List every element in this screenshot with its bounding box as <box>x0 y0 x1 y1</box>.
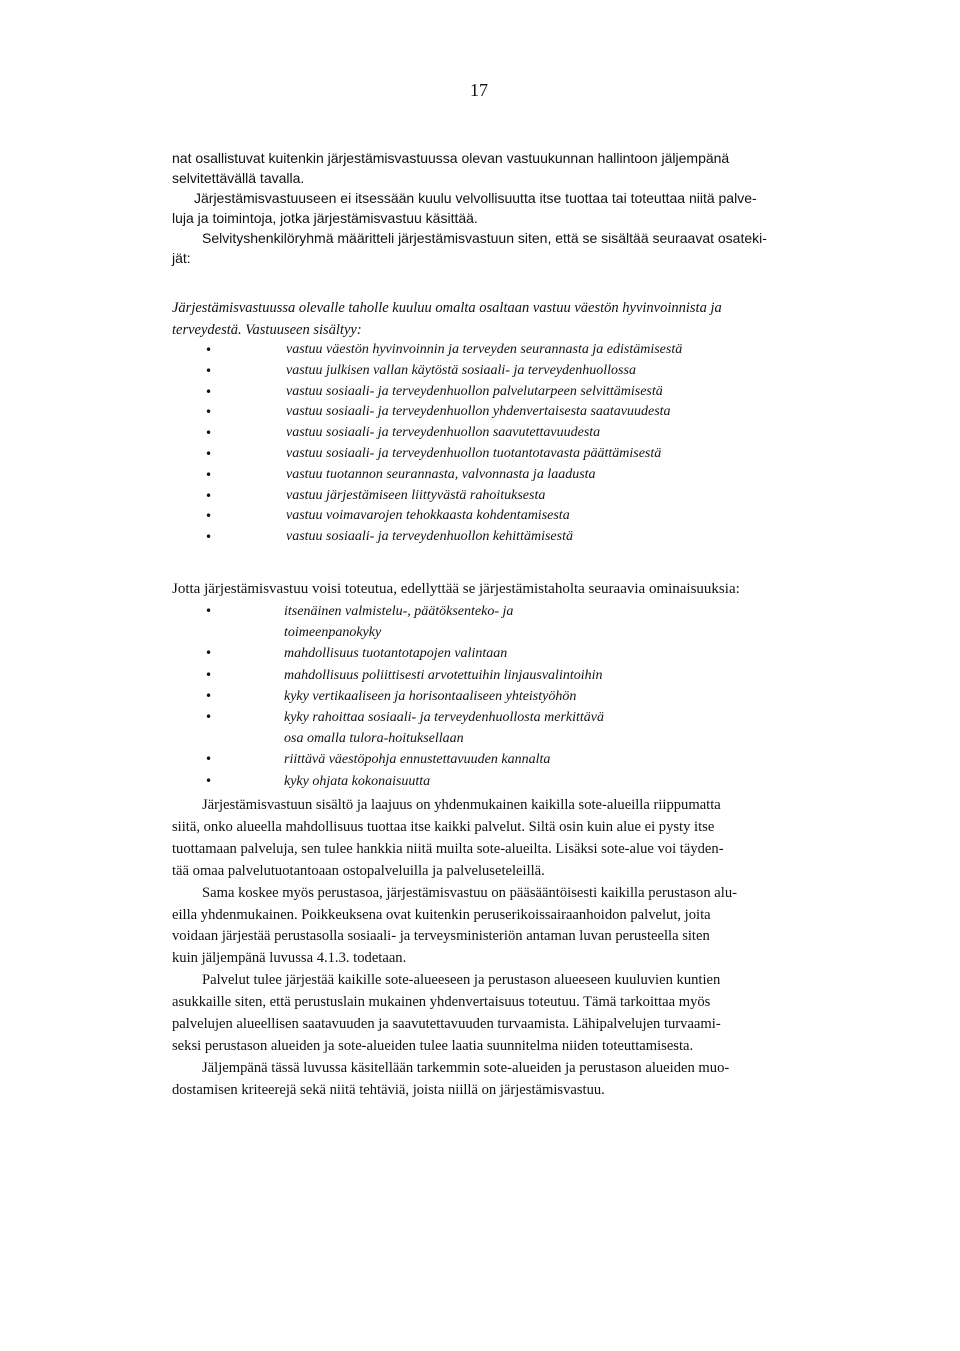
bullet-icon: • <box>205 752 213 767</box>
body-text <box>172 795 784 1102</box>
text-line: siitä, onko alueella mahdollisuus tuottaa itse kaikki palvelut. Siltä osin kuin alue ei pysty itse <box>172 818 715 835</box>
text-line: Selvityshenkilöryhmä määritteli järjestämisvastuun siten, että se sisältää seuraavat osateki- <box>202 230 767 246</box>
bullet-icon: • <box>205 405 213 420</box>
text-line: asukkaille siten, että perustuslain mukainen yhdenvertaisuus toteutuu. Tämä tarkoittaa myös <box>172 994 711 1011</box>
page-number: 17 <box>470 80 488 100</box>
bullet-icon: • <box>205 688 213 703</box>
list-item-text: vastuu julkisen vallan käytöstä sosiaali- ja terveydenhuollossa <box>286 362 636 378</box>
bullet-icon: • <box>205 646 213 661</box>
text-line: eilla yhdenmukainen. Poikkeuksena ovat kuitenkin peruserikoissairaanhoidon palvelut, joita <box>172 906 711 923</box>
bullet-icon: • <box>205 343 213 357</box>
list-item <box>200 402 760 423</box>
list-item <box>200 340 760 361</box>
text-line: kuin jäljempänä luvussa 4.1.3. todetaan. <box>172 950 407 967</box>
bullet-icon: • <box>205 488 213 503</box>
list-item <box>200 601 760 643</box>
text-line: tää omaa palvelutuotantoaan ostopalveluilla ja palveluseteleillä. <box>172 862 545 879</box>
definition-text <box>172 297 784 341</box>
list-item <box>200 423 760 444</box>
text-line: Jäljempänä tässä luvussa käsitellään tarkemmin sote-alueiden ja perustason alueiden muo- <box>202 1059 730 1076</box>
list-item-text: kyky ohjata kokonaisuutta <box>284 773 431 789</box>
list-item-text: vastuu voimavarojen tehokkaasta kohdentamisesta <box>286 508 570 524</box>
text-line: dostamisen kriteerejä sekä niitä tehtäviä, joista niillä on järjestämisvastuu. <box>172 1081 605 1098</box>
text-line: Palvelut tulee järjestää kaikille sote-alueeseen ja perustason alueeseen kuuluvien kuntien <box>202 972 721 989</box>
list-item <box>200 486 760 507</box>
text-line: Järjestämisvastuun sisältö ja laajuus on yhdenmukainen kaikilla sote-alueilla riippumatta <box>202 797 721 813</box>
bullet-icon: • <box>205 710 213 725</box>
bullet-icon: • <box>205 530 213 545</box>
text-line: seksi perustason alueiden ja sote-alueiden tulee laatia suunnitelma niiden toteuttamisesta. <box>172 1037 694 1054</box>
list-item-text: mahdollisuus poliittisesti arvotettuihin linjausvalintoihin <box>284 667 603 683</box>
text-line: selvitettävällä tavalla. <box>172 170 305 186</box>
bullet-icon: • <box>205 509 213 524</box>
list-item-text: vastuu sosiaali- ja terveydenhuollon palvelutarpeen selvittämisestä <box>286 383 663 399</box>
text-line: Järjestämisvastuuseen ei itsessään kuulu velvollisuutta itse tuottaa tai toteuttaa niitä palve- <box>194 190 757 206</box>
list-item <box>200 771 760 792</box>
text-line: nat osallistuvat kuitenkin järjestämisvastuussa olevan vastuukunnan hallintoon jäljempänä <box>172 150 730 166</box>
list-item-text: kyky rahoittaa sosiaali- ja terveydenhuollosta merkittävä osa omalla tulora-hoituksellaan <box>284 710 604 747</box>
bullet-icon: • <box>205 667 213 682</box>
requirements-list <box>200 601 760 792</box>
bullet-icon: • <box>205 446 213 461</box>
bullet-icon: • <box>205 604 213 618</box>
bullet-icon: • <box>205 384 213 399</box>
list-item <box>200 665 760 686</box>
text-line: jät: <box>172 250 191 266</box>
text-line: palvelujen alueellisen saatavuuden ja saavutettavuuden turvaamista. Lähipalvelujen turvaami- <box>172 1016 721 1033</box>
list-item-text: vastuu sosiaali- ja terveydenhuollon kehittämisestä <box>286 529 573 545</box>
list-item-text: riittävä väestöpohja ennustettavuuden kannalta <box>284 752 551 768</box>
text-line: tuottamaan palveluja, sen tulee hankkia niitä muilta sote-alueilta. Lisäksi sote-alue voi täyden- <box>172 840 724 857</box>
bullet-icon: • <box>205 467 213 482</box>
list-item-text: vastuu sosiaali- ja terveydenhuollon saavutettavuudesta <box>286 425 601 441</box>
text-line: luja ja toimintoja, jotka järjestämisvastuu käsittää. <box>172 210 478 226</box>
list-item <box>200 686 760 707</box>
text-line: Jotta järjestämisvastuu voisi toteutua, edellyttää se järjestämistaholta seuraavia ominaisuuksia: <box>172 581 740 597</box>
list-item <box>200 444 760 465</box>
list-item-text: vastuu sosiaali- ja terveydenhuollon tuotantotavasta päättämisestä <box>286 445 662 461</box>
list-item-text: kyky vertikaaliseen ja horisontaaliseen yhteistyöhön <box>284 688 577 704</box>
requirements-intro <box>172 578 792 600</box>
text-line: terveydestä. Vastuuseen sisältyy: <box>172 322 362 338</box>
list-item <box>200 382 760 403</box>
responsibility-list <box>200 340 760 548</box>
list-item-text: vastuu tuotannon seurannasta, valvonnasta ja laadusta <box>286 466 596 482</box>
text-line: Järjestämisvastuussa olevalle taholle kuuluu omalta osaltaan vastuu väestön hyvinvoinnista ja <box>172 300 722 316</box>
list-item-text: itsenäinen valmistelu-, päätöksenteko- ja toimeenpanokyky <box>284 604 514 640</box>
text-line: voidaan järjestää perustasolla sosiaali- ja terveysministeriön antaman luvan perusteella siten <box>172 928 710 945</box>
list-item-text: vastuu järjestämiseen liittyvästä rahoituksesta <box>286 487 546 503</box>
list-item <box>200 707 760 749</box>
text-line: Sama koskee myös perustasoa, järjestämisvastuu on pääsääntöisesti kaikilla perustason alu- <box>202 884 737 901</box>
list-item <box>200 749 760 770</box>
bullet-icon: • <box>205 426 213 441</box>
intro-text <box>172 148 784 268</box>
bullet-icon: • <box>205 773 213 788</box>
bullet-icon: • <box>205 363 213 378</box>
list-item <box>200 361 760 382</box>
list-item-text: mahdollisuus tuotantotapojen valintaan <box>284 646 508 662</box>
list-item <box>200 643 760 664</box>
list-item-text: vastuu väestön hyvinvoinnin ja terveyden seurannasta ja edistämisestä <box>286 342 683 357</box>
list-item-text: vastuu sosiaali- ja terveydenhuollon yhdenvertaisesta saatavuudesta <box>286 404 671 420</box>
list-item <box>200 506 760 527</box>
list-item <box>200 465 760 486</box>
list-item <box>200 527 760 548</box>
